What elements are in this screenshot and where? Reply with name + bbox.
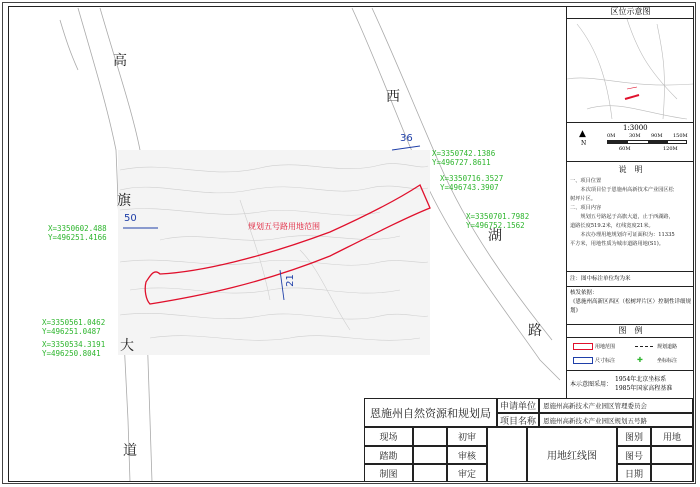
row-label: 制图 <box>365 464 413 482</box>
width-label-middle: 21 <box>284 274 296 287</box>
right-label: 图号 <box>617 446 651 464</box>
road-label-gao: 高 <box>113 53 127 69</box>
unit-note: 注：图中标注单位均为米 <box>567 272 694 287</box>
compass-icon: ▲ <box>579 129 586 139</box>
legend-title: 图 例 <box>567 325 694 338</box>
road-label-lu: 路 <box>528 323 542 339</box>
scale-label: 1:3000 <box>623 124 648 132</box>
row-label: 现场 <box>365 427 413 446</box>
width-label-left: 50 <box>124 213 137 224</box>
drawing-name: 用地红线图 <box>527 427 617 482</box>
review-label: 初审 <box>447 427 487 446</box>
notes-title: 说 明 <box>618 165 643 174</box>
drawing-type-value: 用地 <box>651 427 693 446</box>
road-label-xi: 西 <box>386 89 400 105</box>
legend-label: 用地范围 <box>595 344 616 350</box>
coordinate-label: X=3350534.3191 Y=496250.8041 <box>42 340 106 358</box>
coordinate-label: X=3350602.488 Y=496251.4166 <box>48 224 107 242</box>
project-value: 恩施州高新技术产业园区规划五号路 <box>539 413 693 427</box>
project-label: 项目名称 <box>497 413 539 427</box>
coordinate-label: X=3350561.0462 Y=496251.0487 <box>42 318 106 336</box>
legend-label: 坐标标注 <box>657 358 678 364</box>
scale-tick: 30M <box>629 133 641 139</box>
apply-unit-label: 申请单位 <box>497 399 539 413</box>
compass-label: N <box>581 140 587 147</box>
bureau-name: 恩施州自然资源和规划局 <box>365 399 497 427</box>
legend-swatch-coordinate: ✚ <box>637 356 643 364</box>
scale-tick: 60M <box>619 146 631 152</box>
coordinate-label: X=3350716.3527 Y=496743.3907 <box>440 174 504 192</box>
legend-label: 规划道路 <box>657 344 678 350</box>
review-label: 审核 <box>447 446 487 464</box>
scale-tick: 120M <box>663 146 678 152</box>
scale-tick: 90M <box>651 133 663 139</box>
row-label: 踏勘 <box>365 446 413 464</box>
road-label-dao: 道 <box>123 443 137 459</box>
datum-line: 1954年北京坐标系 <box>615 376 667 383</box>
apply-unit-value: 恩施州高新技术产业园区管理委员会 <box>539 399 693 413</box>
scale-tick: 0M <box>607 133 616 139</box>
notes-text: 一、项目位置 本次项目位于恩施州高新技术产业园区松 树坪片区。 二、项目内容 规划五号路起于高旗大道，止于西湖路， 道路长度519.2米，红线宽度21米。 本次办理用地规划许可证面积为：11335 平方米，用地性质为城市道路用地(S1)。 <box>570 178 675 247</box>
right-label: 图别 <box>617 427 651 446</box>
coordinate-label: X=3350742.1386 Y=496727.8611 <box>432 149 496 167</box>
legend-label: 尺寸标注 <box>595 358 616 364</box>
land-area-label: 规划五号路用地范围 <box>248 222 320 231</box>
location-map-title: 区位示意图 <box>567 6 694 19</box>
width-label-top: 36 <box>400 133 413 144</box>
basis-section: 核发依据： 《恩施州高新区西区（松树坪片区）控制性详细规划》 <box>567 287 694 325</box>
coordinate-label: X=3350701.7982 Y=496752.1562 <box>466 212 530 230</box>
road-label-da: 大 <box>120 338 134 354</box>
datum-line: 1985年国家高程基准 <box>615 385 673 392</box>
datum-label: 本示意图采用： <box>570 381 613 388</box>
inner-frame <box>8 6 694 482</box>
review-label: 审定 <box>447 464 487 482</box>
right-label: 日期 <box>617 464 651 482</box>
road-label-hu: 湖 <box>488 228 502 244</box>
road-label-qi: 旗 <box>117 193 131 209</box>
scale-tick: 150M <box>673 133 688 139</box>
